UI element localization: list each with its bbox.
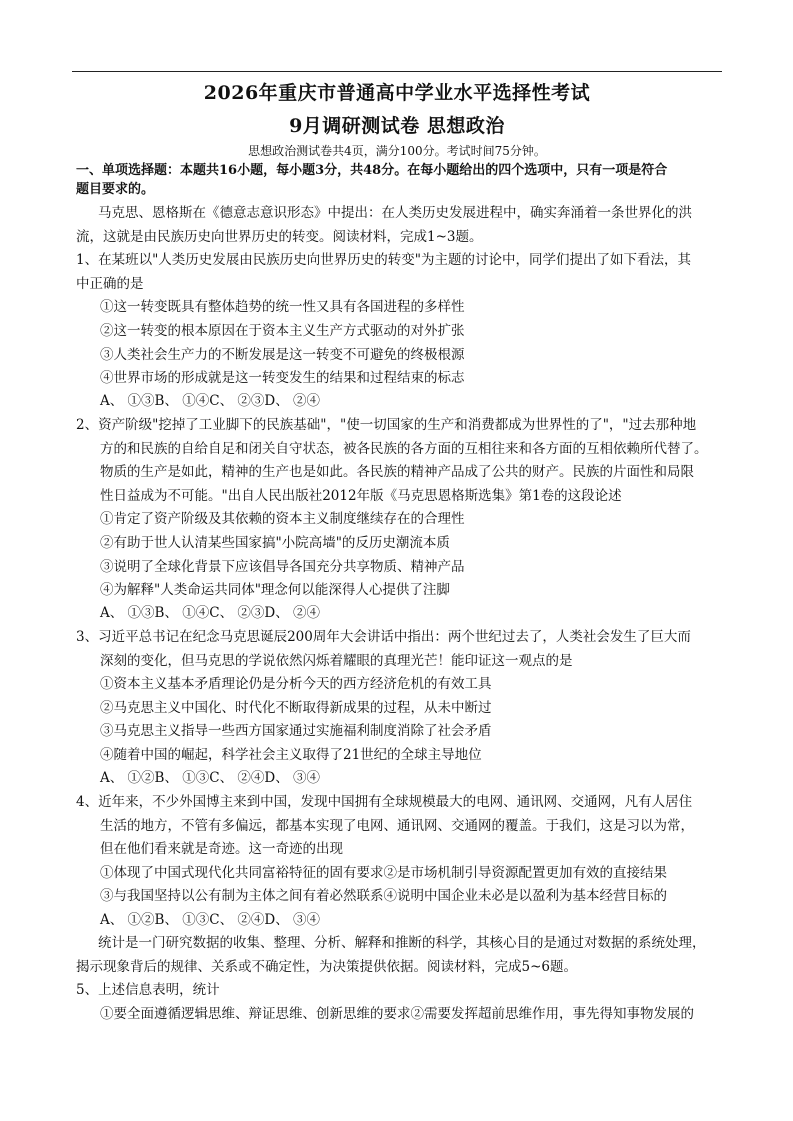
question-stem: 生活的地方，不管有多偏远，都基本实现了电网、通讯网、交通网的覆盖。于我们，这是习以为常， <box>100 818 694 834</box>
question-stem: 3、习近平总书记在纪念马克思诞辰200周年大会讲话中指出：两个世纪过去了，人类社会发生了巨大而 <box>76 629 691 645</box>
material-text: 揭示现象背后的规律、关系或不确定性，为决策提供依据。阅读材料，完成5~6题。 <box>76 959 577 975</box>
answer-choices: A、 ①②B、 ①③C、 ②④D、 ③④ <box>100 912 320 928</box>
question-stem: 物质的生产是如此，精神的生产也是如此。各民族的精神产品成了公共的财产。民族的片面性和局限 <box>100 464 694 480</box>
exam-info: 思想政治测试卷共4页，满分100分。考试时间75分钟。 <box>248 144 546 158</box>
question-option: ④随着中国的崛起，科学社会主义取得了21世纪的全球主导地位 <box>100 747 482 763</box>
question-option: ①体现了中国式现代化共同富裕特征的固有要求②是市场机制引导资源配置更加有效的直接结果 <box>100 865 667 881</box>
material-text: 流，这就是由民族历史向世界历史的转变。阅读材料，完成1~3题。 <box>76 229 483 245</box>
question-stem: 方的和民族的自给自足和闭关自守状态，被各民族的各方面的互相往来和各方面的互相依赖所代替了。 <box>100 441 708 457</box>
question-stem: 4、近年来，不少外国博主来到中国，发现中国拥有全球规模最大的电网、通讯网、交通网，凡有人居住 <box>76 794 693 810</box>
material-text: 统计是一门研究数据的收集、整理、分析、解释和推断的科学，其核心目的是通过对数据的系统处理， <box>98 935 706 951</box>
question-option: ③马克思主义指导一些西方国家通过实施福利制度消除了社会矛盾 <box>100 723 492 739</box>
answer-choices: A、 ①③B、 ①④C、 ②③D、 ②④ <box>100 605 320 621</box>
question-option: ③与我国坚持以公有制为主体之间有着必然联系④说明中国企业未必是以盈利为基本经营目标的 <box>100 888 667 904</box>
question-option: ①资本主义基本矛盾理论仍是分析今天的西方经济危机的有效工具 <box>100 676 492 692</box>
question-stem: 5、上述信息表明，统计 <box>76 982 220 998</box>
question-option: ③人类社会生产力的不断发展是这一转变不可避免的终极根源 <box>100 347 465 363</box>
question-option: ④世界市场的形成就是这一转变发生的结果和过程结束的标志 <box>100 370 465 386</box>
question-stem: 1、在某班以"人类历史发展由民族历史向世界历史的转变"为主题的讨论中，同学们提出了如下看法，其 <box>76 252 692 268</box>
question-stem: 中正确的是 <box>76 276 144 292</box>
question-option: ③说明了全球化背景下应该倡导各国充分共享物质、精神产品 <box>100 559 465 575</box>
question-option: ①肯定了资产阶级及其依赖的资本主义制度继续存在的合理性 <box>100 511 465 527</box>
question-option: ①这一转变既具有整体趋势的统一性又具有各国进程的多样性 <box>100 299 465 315</box>
question-option: ②这一转变的根本原因在于资本主义生产方式驱动的对外扩张 <box>100 323 465 339</box>
top-rule <box>72 71 722 72</box>
section-heading-line: 题目要求的。 <box>76 182 155 197</box>
question-option: ①要全面遵循逻辑思维、辩证思维、创新思维的要求②需要发挥超前思维作用，事先得知事物发展的 <box>100 1006 694 1022</box>
material-text: 马克思、恩格斯在《德意志意识形态》中提出：在人类历史发展进程中，确实奔涌着一条世界化的洪 <box>98 205 692 221</box>
exam-title: 2026年重庆市普通高中学业水平选择性考试 <box>203 82 591 104</box>
answer-choices: A、 ①③B、 ①④C、 ②③D、 ②④ <box>100 393 320 409</box>
question-stem: 深刻的变化，但马克思的学说依然闪烁着耀眼的真理光芒！能印证这一观点的是 <box>100 653 573 669</box>
question-stem: 性日益成为不可能。"出自人民出版社2012年版《马克思恩格斯选集》第1卷的这段论述 <box>100 488 622 504</box>
answer-choices: A、 ①②B、 ①③C、 ②④D、 ③④ <box>100 770 320 786</box>
question-option: ②马克思主义中国化、时代化不断取得新成果的过程，从未中断过 <box>100 700 492 716</box>
question-stem: 但在他们看来就是奇迹。这一奇迹的出现 <box>100 841 343 857</box>
question-option: ④为解释"人类命运共同体"理念何以能深得人心提供了注脚 <box>100 582 450 598</box>
exam-subtitle: 9月调研测试卷 思想政治 <box>289 115 505 137</box>
section-heading <box>76 161 726 199</box>
question-stem: 2、资产阶级"挖掉了工业脚下的民族基础"，"使一切国家的生产和消费都成为世界性的了"，"过去那种地 <box>76 417 697 433</box>
section-heading-line: 一、单项选择题：本题共16小题，每小题3分，共48分。在每小题给出的四个选项中，只有一项是符合 <box>76 163 668 178</box>
question-option: ②有助于世人认清某些国家搞"小院高墙"的反历史潮流本质 <box>100 535 450 551</box>
